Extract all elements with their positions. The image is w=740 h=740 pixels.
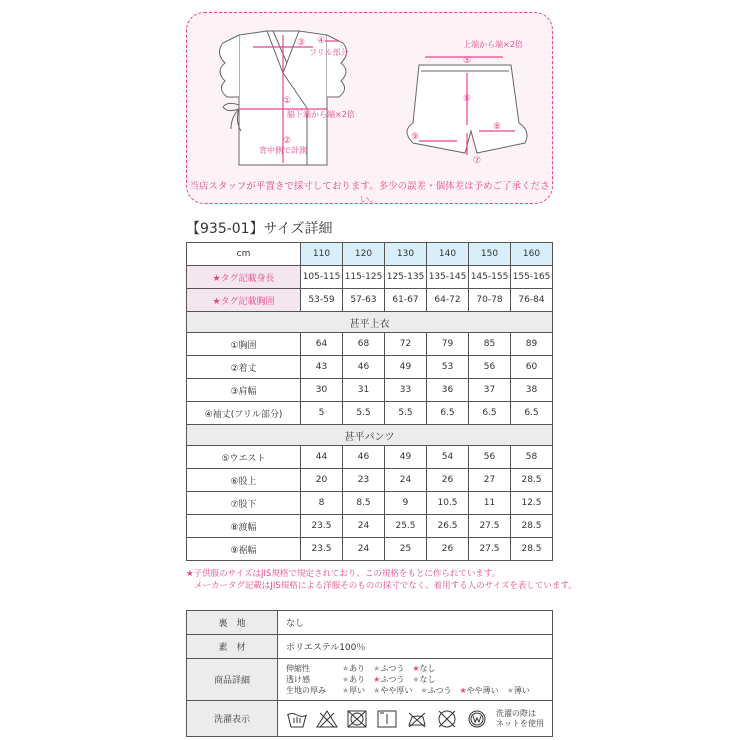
- label-m4: ④: [317, 36, 326, 46]
- wash-key: 洗濯表示: [187, 701, 278, 737]
- cell: 38: [511, 379, 553, 402]
- star-icon: ★: [342, 686, 350, 695]
- cell: 31: [343, 379, 385, 402]
- cell: 24: [343, 515, 385, 538]
- row-label: ★タグ記載胸囲: [187, 289, 301, 312]
- cell: 44: [301, 446, 343, 469]
- detail-option: ★なし: [412, 664, 436, 673]
- measurement-note: 当店スタッフが平置きで採寸しております。多少の誤差・個体差は予めご了承ください。: [189, 181, 550, 206]
- cell: 28.5: [511, 538, 553, 561]
- label-m5: ⑤: [463, 56, 472, 66]
- star-icon: ★: [412, 664, 420, 673]
- table-row: [187, 402, 553, 425]
- cell: 46: [343, 446, 385, 469]
- cell: 24: [343, 538, 385, 561]
- cell: 28.5: [511, 469, 553, 492]
- label-waist: 上端から端×2倍: [463, 40, 523, 49]
- cell: 72: [385, 333, 427, 356]
- cell: 5.5: [343, 402, 385, 425]
- label-armpit: 脇下端から端×2倍: [287, 110, 355, 119]
- cell: 56: [469, 446, 511, 469]
- material-value: ポリエステル100％: [278, 635, 553, 659]
- row-label: ★タグ記載身長: [187, 266, 301, 289]
- detail-option: ★やや厚い: [373, 686, 413, 695]
- section-row: [187, 425, 553, 446]
- label-m9: ⑨: [411, 132, 420, 142]
- measurement-diagram: [186, 12, 553, 204]
- detail-option: ★やや薄い: [459, 686, 499, 695]
- cell: 6.5: [427, 402, 469, 425]
- cell: 26: [427, 538, 469, 561]
- detail-key: 商品詳細: [187, 659, 278, 701]
- row-label: ⑦股下: [187, 492, 301, 515]
- cell: 27.5: [469, 538, 511, 561]
- cell: 9: [385, 492, 427, 515]
- table-row: [187, 379, 553, 402]
- header-cell: 110: [301, 243, 343, 266]
- header-cell: 150: [469, 243, 511, 266]
- cell: 26: [427, 469, 469, 492]
- table-row: [187, 659, 553, 701]
- label-m3: ③: [297, 38, 306, 48]
- footnotes: [186, 568, 577, 592]
- wash-value: [278, 701, 553, 737]
- label-frill: フリル部分: [309, 48, 349, 57]
- row-label: ⑤ウエスト: [187, 446, 301, 469]
- star-icon: ★: [342, 664, 350, 673]
- star-icon: ★: [373, 686, 381, 695]
- wet-clean-icon: [466, 709, 488, 729]
- cell: 23.5: [301, 515, 343, 538]
- footnote-1: ★子供服のサイズはJIS規格で規定されており、この規格をもとに作られています。: [186, 569, 501, 579]
- material-key: 素 材: [187, 635, 278, 659]
- page-title: 【935-01】サイズ詳細: [186, 221, 333, 237]
- detail-row: [286, 685, 544, 696]
- cell: 57-63: [343, 289, 385, 312]
- cell: 23.5: [301, 538, 343, 561]
- detail-label: 透け感: [286, 675, 310, 684]
- cell: 115-125: [343, 266, 385, 289]
- cell: 56: [469, 356, 511, 379]
- cell: 30: [301, 379, 343, 402]
- cell: 155-165: [511, 266, 553, 289]
- cell: 105-115: [301, 266, 343, 289]
- spec-table: [186, 610, 553, 737]
- detail-option: ★ふつう: [373, 675, 405, 684]
- row-label: ⑨裾幅: [187, 538, 301, 561]
- detail-row: [286, 663, 544, 674]
- wash-note-line-2: ネットを使用: [496, 718, 544, 728]
- cell: 27: [469, 469, 511, 492]
- cell: 60: [511, 356, 553, 379]
- header-cell: 120: [343, 243, 385, 266]
- no-iron-icon: [406, 709, 428, 729]
- wash-icons: [286, 709, 544, 729]
- star-icon: ★: [459, 686, 467, 695]
- hand-wash-icon: [286, 709, 308, 729]
- header-cell: 160: [511, 243, 553, 266]
- star-icon: ★: [506, 686, 514, 695]
- cell: 85: [469, 333, 511, 356]
- detail-option: ★ふつう: [373, 664, 405, 673]
- row-label: ③肩幅: [187, 379, 301, 402]
- row-label: ②着丈: [187, 356, 301, 379]
- detail-option: ★ふつう: [420, 686, 452, 695]
- star-icon: ★: [420, 686, 428, 695]
- detail-option: ★なし: [412, 675, 436, 684]
- footnote-2: メーカータグ記載はJIS規格による洋服そのものの採寸でなく、着用する人のサイズを表しています。: [194, 581, 577, 591]
- header-cell: 130: [385, 243, 427, 266]
- cell: 28.5: [511, 515, 553, 538]
- row-label: ①胸囲: [187, 333, 301, 356]
- size-table: [186, 242, 553, 561]
- cell: 33: [385, 379, 427, 402]
- cell: 46: [343, 356, 385, 379]
- table-row: [187, 469, 553, 492]
- cell: 125-135: [385, 266, 427, 289]
- wash-note-line-1: 洗濯の際は: [496, 708, 536, 718]
- label-m7: ⑦: [473, 156, 482, 166]
- detail-option: ★あり: [342, 664, 366, 673]
- row-label: ⑥股上: [187, 469, 301, 492]
- table-row: [187, 538, 553, 561]
- cell: 25: [385, 538, 427, 561]
- line-dry-icon: [376, 709, 398, 729]
- lining-key: 裏 地: [187, 611, 278, 635]
- label-m8: ⑧: [493, 122, 502, 132]
- row-label: ⑧渡幅: [187, 515, 301, 538]
- table-row: [187, 266, 553, 289]
- cell: 37: [469, 379, 511, 402]
- cell: 25.5: [385, 515, 427, 538]
- cell: 26.5: [427, 515, 469, 538]
- table-row: [187, 515, 553, 538]
- cell: 27.5: [469, 515, 511, 538]
- label-back: 背中側で計測: [259, 146, 307, 155]
- star-icon: ★: [373, 664, 381, 673]
- cell: 36: [427, 379, 469, 402]
- cell: 61-67: [385, 289, 427, 312]
- cell: 53: [427, 356, 469, 379]
- no-bleach-icon: [316, 709, 338, 729]
- size-header-row: [187, 243, 553, 266]
- header-cell: 140: [427, 243, 469, 266]
- wash-note: [496, 709, 544, 729]
- cell: 11: [469, 492, 511, 515]
- star-icon: ★: [342, 675, 350, 684]
- cell: 49: [385, 446, 427, 469]
- cell: 8.5: [343, 492, 385, 515]
- header-cell: cm: [187, 243, 301, 266]
- table-row: [187, 492, 553, 515]
- cell: 58: [511, 446, 553, 469]
- label-m1: ①: [283, 96, 292, 106]
- cell: 89: [511, 333, 553, 356]
- detail-label: 生地の厚み: [286, 686, 326, 695]
- no-tumble-dry-icon: [346, 709, 368, 729]
- cell: 68: [343, 333, 385, 356]
- lining-value: なし: [278, 611, 553, 635]
- cell: 10.5: [427, 492, 469, 515]
- cell: 20: [301, 469, 343, 492]
- cell: 8: [301, 492, 343, 515]
- star-icon: ★: [373, 675, 381, 684]
- cell: 6.5: [469, 402, 511, 425]
- cell: 12.5: [511, 492, 553, 515]
- cell: 43: [301, 356, 343, 379]
- table-row: [187, 701, 553, 737]
- table-row: [187, 446, 553, 469]
- cell: 64-72: [427, 289, 469, 312]
- no-dry-clean-icon: [436, 709, 458, 729]
- cell: 23: [343, 469, 385, 492]
- label-m6: ⑥: [463, 94, 472, 104]
- cell: 5: [301, 402, 343, 425]
- cell: 76-84: [511, 289, 553, 312]
- table-row: [187, 635, 553, 659]
- detail-label: 伸縮性: [286, 664, 310, 673]
- cell: 24: [385, 469, 427, 492]
- cell: 54: [427, 446, 469, 469]
- section-title-pants: 甚平パンツ: [187, 425, 553, 446]
- cell: 5.5: [385, 402, 427, 425]
- table-row: [187, 356, 553, 379]
- table-row: [187, 289, 553, 312]
- detail-option: ★薄い: [506, 686, 530, 695]
- cell: 79: [427, 333, 469, 356]
- section-row: [187, 312, 553, 333]
- cell: 64: [301, 333, 343, 356]
- cell: 49: [385, 356, 427, 379]
- cell: 145-155: [469, 266, 511, 289]
- table-row: [187, 333, 553, 356]
- garment-illustration: [187, 13, 554, 205]
- cell: 53-59: [301, 289, 343, 312]
- cell: 70-78: [469, 289, 511, 312]
- table-row: [187, 611, 553, 635]
- row-label: ④袖丈(フリル部分): [187, 402, 301, 425]
- detail-value: [278, 659, 553, 701]
- star-icon: ★: [412, 675, 420, 684]
- detail-row: [286, 674, 544, 685]
- cell: 135-145: [427, 266, 469, 289]
- section-title-top: 甚平上衣: [187, 312, 553, 333]
- cell: 6.5: [511, 402, 553, 425]
- detail-option: ★厚い: [342, 686, 366, 695]
- detail-list: [286, 663, 544, 696]
- label-m2: ②: [283, 136, 292, 146]
- detail-option: ★あり: [342, 675, 366, 684]
